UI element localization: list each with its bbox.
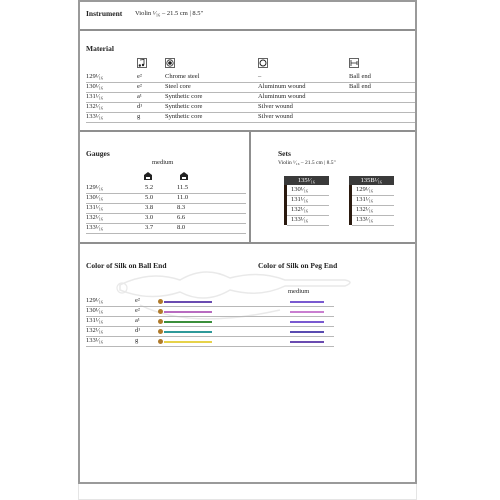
gauges-subtitle: medium — [152, 159, 174, 166]
gauge-row-number: 129¹⁄₁₆ — [86, 184, 104, 191]
frame-right-border — [415, 0, 417, 484]
material-row-core: Chrome steel — [165, 73, 200, 80]
silk-ball-knot — [158, 329, 163, 334]
material-row-note: e² — [137, 73, 142, 80]
silk-row-note: e² — [135, 297, 140, 304]
gauges-heading: Gauges — [86, 149, 110, 158]
instrument-heading: Instrument — [86, 9, 123, 18]
material-row-divider — [86, 122, 415, 123]
material-row-wound: Aluminum wound — [258, 93, 306, 100]
gauge-row-number: 130¹⁄₁₆ — [86, 194, 104, 201]
gauge-row-value-a: 3.7 — [145, 224, 154, 231]
core-icon — [165, 58, 175, 68]
silk-row-divider — [86, 326, 334, 327]
silk-row-number: 132¹⁄₁₆ — [86, 327, 104, 334]
silk-peg-heading: Color of Silk on Peg End — [258, 261, 338, 270]
material-row-divider — [86, 112, 415, 113]
sets-subtitle: Violin ¹⁄₁₆ – 21.5 cm | 8.5" — [278, 160, 336, 166]
silk-row-divider — [86, 306, 334, 307]
material-row-divider — [86, 92, 415, 93]
gauge-row-value-b: 8.0 — [177, 224, 186, 231]
silk-row-note: g — [135, 337, 139, 344]
silk-ball-heading: Color of Silk on Ball End — [86, 261, 167, 270]
instrument-label: Violin ¹⁄₁₆ – 21.5 cm | 8.5" — [135, 10, 204, 17]
gauge-row-divider — [86, 233, 246, 234]
silk-row-note: a¹ — [135, 317, 140, 324]
silk-row-divider — [86, 346, 334, 347]
gauge-row-value-b: 11.5 — [177, 184, 189, 191]
material-row-core: Synthetic core — [165, 93, 203, 100]
gauge-row-divider — [86, 213, 246, 214]
silk-peg-swatch — [290, 321, 324, 323]
silk-peg-swatch — [290, 311, 324, 313]
material-row-note: e² — [137, 83, 142, 90]
material-row-wound: Silver wound — [258, 113, 293, 120]
note-icon — [137, 58, 147, 68]
ring-icon — [258, 58, 268, 68]
gauge-row-value-a: 3.0 — [145, 214, 154, 221]
material-row-core: Steel core — [165, 83, 191, 90]
silk-ball-knot — [158, 299, 163, 304]
material-row-number: 129¹⁄₁₆ — [86, 73, 104, 80]
set-1-item: 132¹⁄₁₆ — [291, 206, 309, 213]
set-2-divider — [352, 225, 394, 226]
material-row-wound: – — [258, 73, 262, 80]
material-row-number: 132¹⁄₁₆ — [86, 103, 104, 110]
material-row-wound: Silver wound — [258, 103, 293, 110]
silk-ball-swatch — [164, 301, 212, 303]
set-2-item: 131¹⁄₁₆ — [356, 196, 374, 203]
material-row-wound: Aluminum wound — [258, 83, 306, 90]
header-divider — [80, 29, 415, 31]
ball-end-icon — [349, 58, 359, 68]
material-heading: Material — [86, 44, 114, 53]
set-2-item: 132¹⁄₁₆ — [356, 206, 374, 213]
silk-ball-swatch — [164, 321, 212, 323]
set-2-item: 133¹⁄₁₆ — [356, 216, 374, 223]
material-divider — [80, 130, 415, 132]
material-row-core: Synthetic core — [165, 103, 203, 110]
silk-row-note: d¹ — [135, 327, 141, 334]
gauge-row-number: 132¹⁄₁₆ — [86, 214, 104, 221]
gauge-row-divider — [86, 223, 246, 224]
silk-row-note: e² — [135, 307, 140, 314]
gauge-row-value-b: 8.3 — [177, 204, 186, 211]
silk-row-number: 130¹⁄₁₆ — [86, 307, 104, 314]
silk-row-number: 133¹⁄₁₆ — [86, 337, 104, 344]
silk-row-divider — [86, 316, 334, 317]
material-row-note: a¹ — [137, 93, 142, 100]
silk-ball-swatch — [164, 311, 212, 313]
frame-bottom-border — [78, 482, 417, 484]
material-row-number: 131¹⁄₁₆ — [86, 93, 104, 100]
gauge-row-value-a: 3.8 — [145, 204, 154, 211]
silk-peg-subtitle: medium — [288, 288, 310, 295]
gauge-row-value-b: 6.6 — [177, 214, 186, 221]
set-2-header: 135B¹⁄₁₆ — [349, 176, 394, 185]
material-row-end: Ball end — [349, 83, 371, 90]
silk-row-number: 131¹⁄₁₆ — [86, 317, 104, 324]
silk-ball-knot — [158, 309, 163, 314]
sets-heading: Sets — [278, 149, 291, 158]
sets-divider — [80, 242, 415, 244]
material-row-number: 130¹⁄₁₆ — [86, 83, 104, 90]
silk-row-divider — [86, 336, 334, 337]
silk-ball-knot — [158, 319, 163, 324]
gauge-inch-icon — [179, 171, 189, 181]
gauge-row-value-a: 5.2 — [145, 184, 154, 191]
gauge-row-divider — [86, 193, 246, 194]
silk-row-number: 129¹⁄₁₆ — [86, 297, 104, 304]
material-row-note: d¹ — [137, 103, 143, 110]
gauges-sets-divider — [249, 130, 251, 242]
silk-ball-swatch — [164, 341, 212, 343]
set-2-item: 129¹⁄₁₆ — [356, 186, 374, 193]
set-1-header: 135¹⁄₁₆ — [284, 176, 329, 185]
frame-top-border — [78, 0, 417, 2]
material-row-core: Synthetic core — [165, 113, 203, 120]
gauge-row-divider — [86, 203, 246, 204]
gauge-row-number: 133¹⁄₁₆ — [86, 224, 104, 231]
gauge-row-value-b: 11.0 — [177, 194, 189, 201]
silk-ball-swatch — [164, 331, 212, 333]
gauge-row-number: 131¹⁄₁₆ — [86, 204, 104, 211]
set-1-item: 133¹⁄₁₆ — [291, 216, 309, 223]
material-row-divider — [86, 102, 415, 103]
set-1-item: 130¹⁄₁₆ — [291, 186, 309, 193]
gauge-mm-icon — [143, 171, 153, 181]
material-row-number: 133¹⁄₁₆ — [86, 113, 104, 120]
gauge-row-value-a: 5.0 — [145, 194, 154, 201]
silk-ball-knot — [158, 339, 163, 344]
silk-peg-swatch — [290, 301, 324, 303]
material-row-end: Ball end — [349, 73, 371, 80]
silk-peg-swatch — [290, 331, 324, 333]
set-1-divider — [287, 225, 329, 226]
set-1-item: 131¹⁄₁₆ — [291, 196, 309, 203]
silk-peg-swatch — [290, 341, 324, 343]
material-row-note: g — [137, 113, 141, 120]
